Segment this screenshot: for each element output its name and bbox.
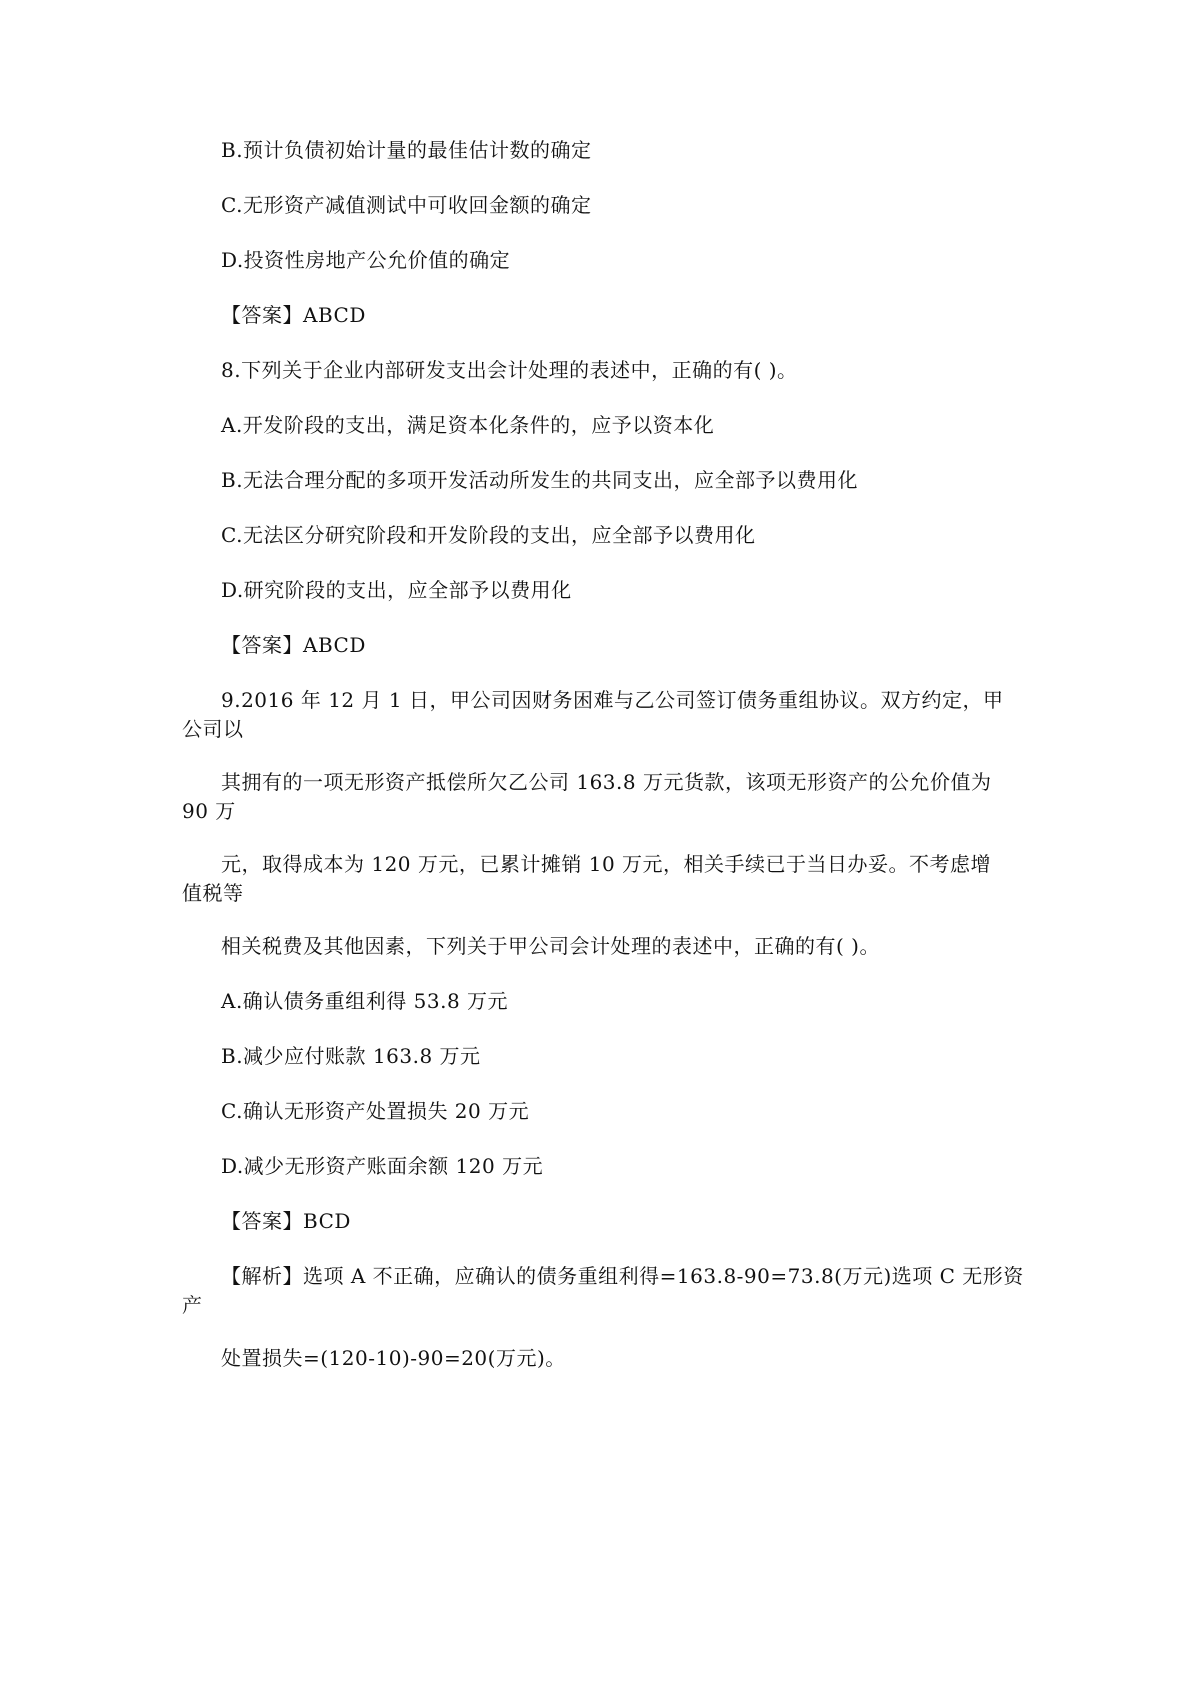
- question-8-option-b: B.无法合理分配的多项开发活动所发生的共同支出，应全部予以费用化: [221, 468, 859, 492]
- question-9-line-2: 其拥有的一项无形资产抵偿所欠乙公司 163.8 万元货款，该项无形资产的公允价值为: [221, 770, 992, 794]
- question-9-option-b: B.减少应付账款 163.8 万元: [221, 1044, 481, 1068]
- answer-9: 【答案】BCD: [221, 1209, 351, 1233]
- question-8-option-a: A.开发阶段的支出，满足资本化条件的，应予以资本化: [221, 413, 715, 437]
- question-9-option-a: A.确认债务重组利得 53.8 万元: [221, 989, 509, 1013]
- question-9-option-d: D.减少无形资产账面余额 120 万元: [221, 1154, 544, 1178]
- explanation-line-1: 【解析】选项 A 不正确，应确认的债务重组利得=163.8-90=73.8(万元)选项 C 无形资: [221, 1264, 1024, 1288]
- question-8-option-c: C.无法区分研究阶段和开发阶段的支出，应全部予以费用化: [221, 523, 756, 547]
- question-9-line-3-wrap: 值税等: [182, 881, 244, 905]
- question-8: 8.下列关于企业内部研发支出会计处理的表述中，正确的有( )。: [221, 358, 798, 382]
- explanation-line-2: 处置损失=(120-10)-90=20(万元)。: [221, 1346, 566, 1370]
- option-d-investment-property: D.投资性房地产公允价值的确定: [221, 248, 511, 272]
- answer-8: 【答案】ABCD: [221, 633, 366, 657]
- option-b-provision: B.预计负债初始计量的最佳估计数的确定: [221, 138, 592, 162]
- question-9-option-c: C.确认无形资产处置损失 20 万元: [221, 1099, 530, 1123]
- question-9-line-2-wrap: 90 万: [182, 799, 236, 823]
- question-9-line-3: 元，取得成本为 120 万元，已累计摊销 10 万元，相关手续已于当日办妥。不考虑增: [221, 852, 992, 876]
- answer-7: 【答案】ABCD: [221, 303, 366, 327]
- option-c-intangible-impairment: C.无形资产减值测试中可收回金额的确定: [221, 193, 592, 217]
- question-9-line-1: 9.2016 年 12 月 1 日，甲公司因财务困难与乙公司签订债务重组协议。双方约定，甲: [221, 688, 1004, 712]
- question-9-line-4: 相关税费及其他因素，下列关于甲公司会计处理的表述中，正确的有( )。: [221, 934, 880, 958]
- question-8-option-d: D.研究阶段的支出，应全部予以费用化: [221, 578, 572, 602]
- question-9-line-1-wrap: 公司以: [182, 717, 244, 741]
- explanation-line-1-wrap: 产: [182, 1293, 203, 1317]
